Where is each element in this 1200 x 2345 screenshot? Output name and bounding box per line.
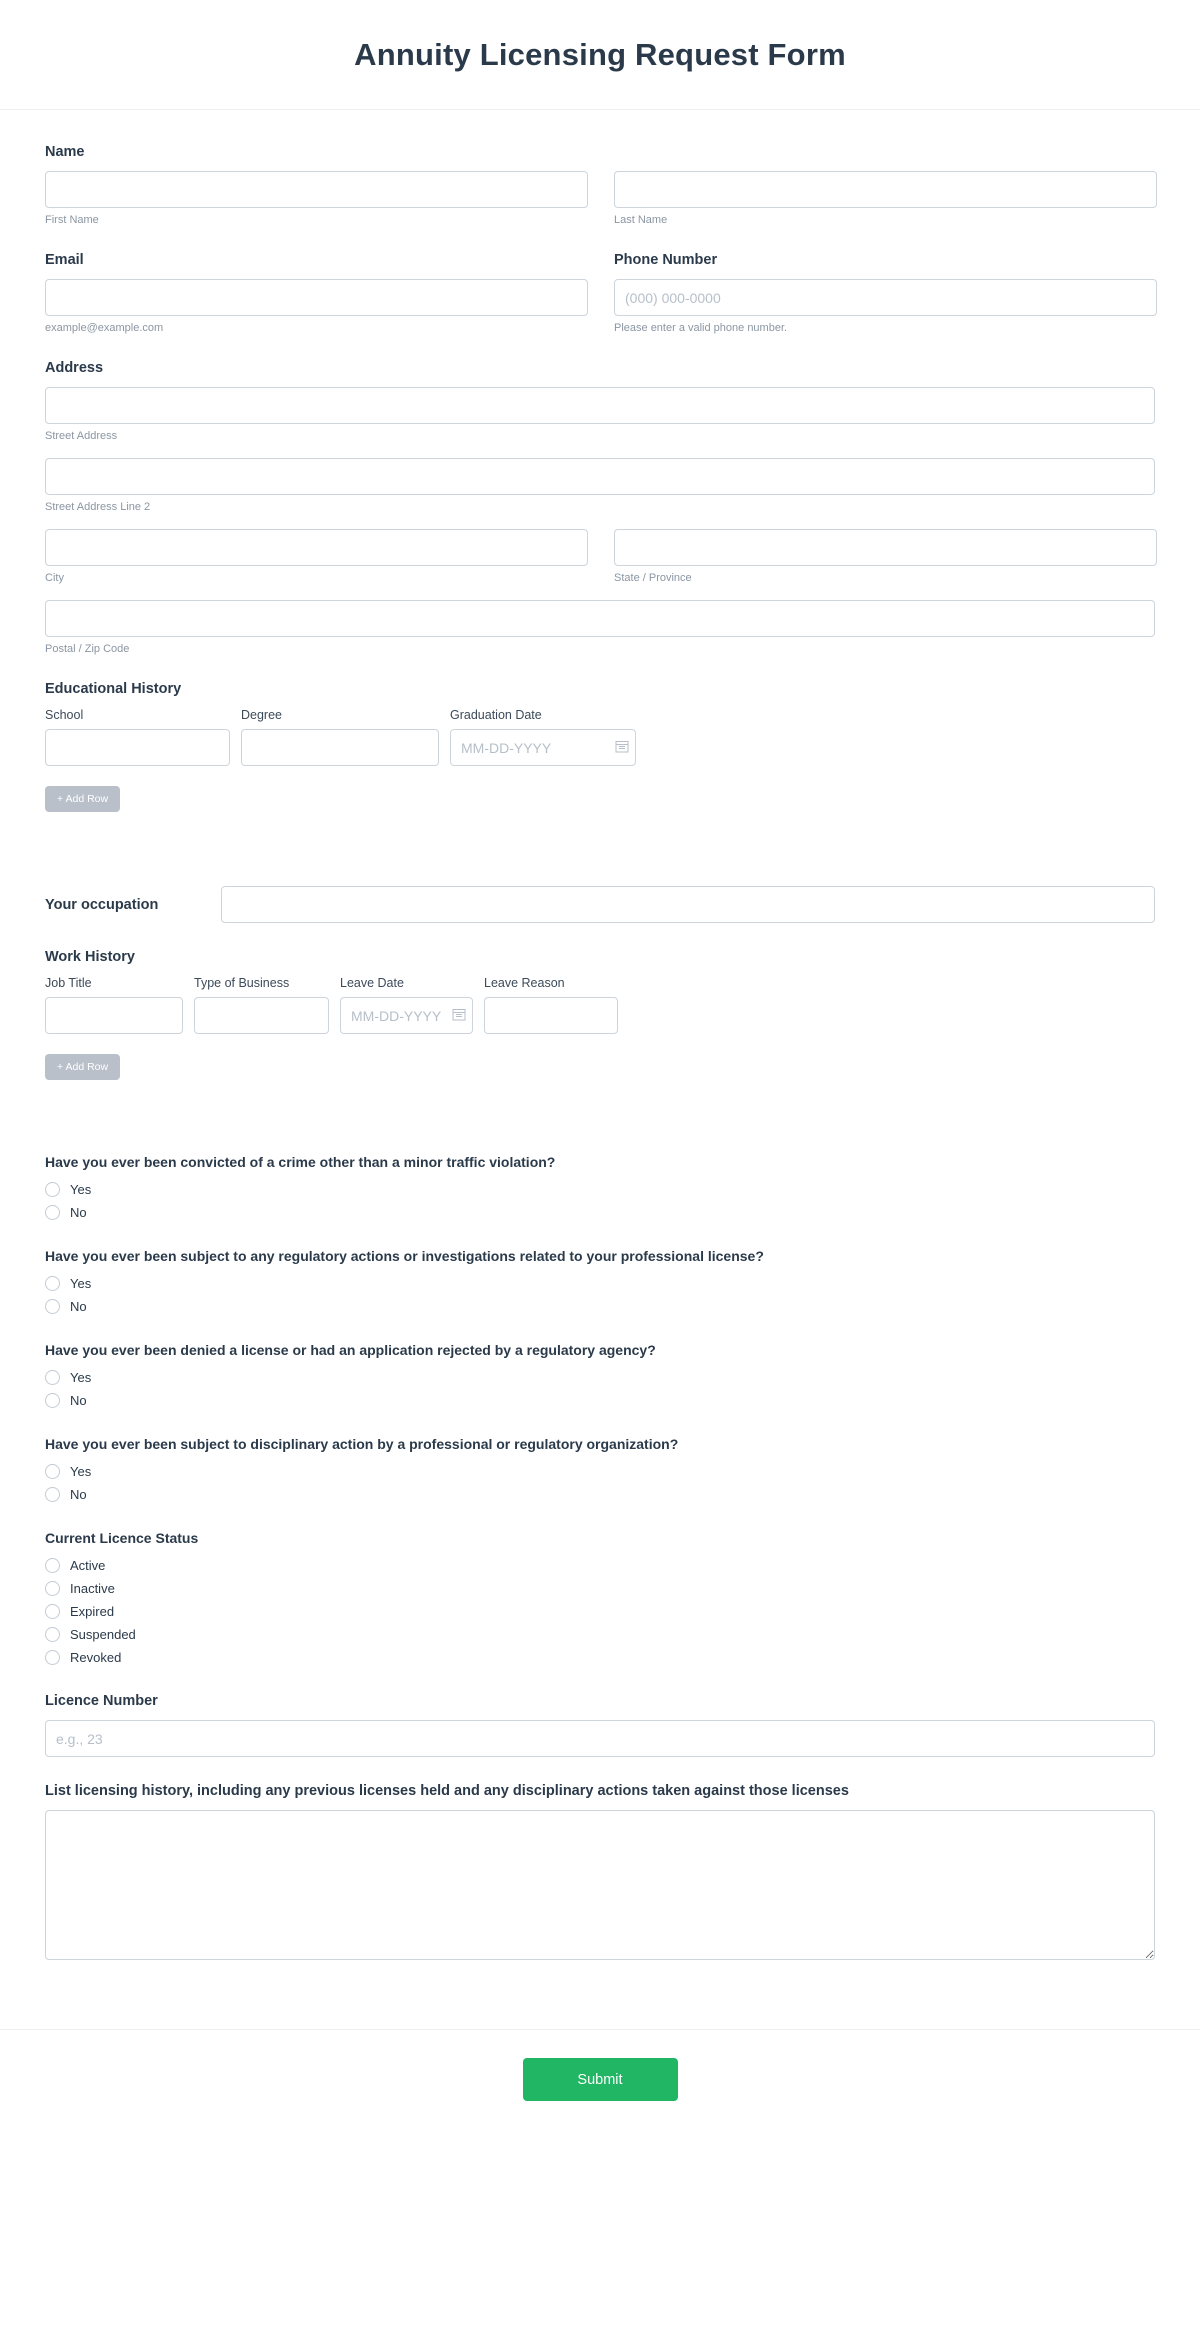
question-text: Have you ever been subject to any regulatory actions or investigations related to your professional license?	[45, 1248, 764, 1264]
state-province-input[interactable]	[614, 529, 1157, 566]
radio-label: No	[70, 1205, 87, 1220]
licence-number-input[interactable]	[45, 1720, 1155, 1757]
street-address-input[interactable]	[45, 387, 1155, 424]
street-wrap	[45, 387, 1155, 442]
radio-icon[interactable]	[45, 1276, 60, 1291]
question-text: Have you ever been convicted of a crime other than a minor traffic violation?	[45, 1154, 556, 1170]
education-graduation-date-input[interactable]	[450, 729, 636, 766]
submit-button[interactable]: Submit	[523, 2058, 678, 2101]
form-footer	[0, 2029, 1200, 2135]
last-name-sublabel: Last Name	[614, 214, 668, 226]
education-graduation-cell	[450, 708, 636, 766]
radio-icon[interactable]	[45, 1581, 60, 1596]
licence-number-group	[45, 1693, 1155, 1757]
radio-label: Suspended	[70, 1627, 136, 1642]
city-wrap	[45, 529, 588, 584]
licensing-history-group	[45, 1783, 1155, 1965]
radio-icon[interactable]	[45, 1464, 60, 1479]
last-name-input[interactable]	[614, 171, 1157, 208]
city-input[interactable]	[45, 529, 588, 566]
education-degree-input[interactable]	[241, 729, 439, 766]
radio-label: No	[70, 1487, 87, 1502]
name-field-group	[45, 144, 1155, 226]
radio-option-inactive[interactable]	[45, 1581, 1155, 1596]
radio-label: Yes	[70, 1276, 92, 1291]
state-province-sublabel: State / Province	[614, 572, 692, 584]
page-title: Annuity Licensing Request Form	[354, 36, 846, 72]
radio-icon[interactable]	[45, 1393, 60, 1408]
email-phone-group	[45, 252, 1155, 334]
education-history-label: Educational History	[45, 681, 182, 697]
address-label: Address	[45, 360, 104, 376]
form-body	[0, 110, 1200, 2001]
question-crime-conviction	[45, 1154, 1155, 1220]
current-licence-status-label: Current Licence Status	[45, 1530, 199, 1546]
education-degree-cell	[241, 708, 439, 766]
education-school-input[interactable]	[45, 729, 230, 766]
postal-wrap	[45, 600, 1155, 655]
education-graduation-header: Graduation Date	[450, 708, 542, 722]
radio-option-no[interactable]	[45, 1393, 1155, 1408]
radio-icon[interactable]	[45, 1558, 60, 1573]
question-regulatory-actions	[45, 1248, 1155, 1314]
state-wrap	[614, 529, 1157, 584]
work-leavedate-input[interactable]	[340, 997, 473, 1034]
work-add-row-button[interactable]: + Add Row	[45, 1054, 120, 1080]
postal-code-sublabel: Postal / Zip Code	[45, 643, 130, 655]
radio-icon[interactable]	[45, 1182, 60, 1197]
radio-label: Yes	[70, 1370, 92, 1385]
radio-label: Active	[70, 1558, 106, 1573]
radio-option-suspended[interactable]	[45, 1627, 1155, 1642]
work-business-header: Type of Business	[194, 976, 290, 990]
radio-label: Yes	[70, 1182, 92, 1197]
street-address-line2-input[interactable]	[45, 458, 1155, 495]
email-input[interactable]	[45, 279, 588, 316]
education-school-cell	[45, 708, 230, 766]
work-leavereason-header: Leave Reason	[484, 976, 565, 990]
last-name-wrap	[614, 171, 1157, 226]
work-leavedate-cell	[340, 976, 473, 1034]
street2-wrap	[45, 458, 1155, 513]
radio-option-yes[interactable]	[45, 1276, 1155, 1291]
radio-option-revoked[interactable]	[45, 1650, 1155, 1665]
work-history-group	[45, 949, 1155, 1080]
form-header	[0, 0, 1200, 110]
spacer	[45, 1106, 1155, 1154]
licensing-history-label: List licensing history, including any previous licenses held and any disciplinary actions taken against those licenses	[45, 1783, 849, 1799]
occupation-input[interactable]	[221, 886, 1155, 923]
question-license-denied	[45, 1342, 1155, 1408]
work-leavedate-header: Leave Date	[340, 976, 404, 990]
work-leavereason-cell	[484, 976, 618, 1034]
radio-option-yes[interactable]	[45, 1464, 1155, 1479]
work-business-input[interactable]	[194, 997, 329, 1034]
phone-sublabel: Please enter a valid phone number.	[614, 322, 788, 334]
occupation-label: Your occupation	[45, 896, 159, 913]
first-name-wrap	[45, 171, 588, 226]
street-address-sublabel: Street Address	[45, 430, 118, 442]
education-degree-header: Degree	[241, 708, 282, 722]
work-business-cell	[194, 976, 329, 1034]
licensing-history-textarea[interactable]	[45, 1810, 1155, 1960]
first-name-sublabel: First Name	[45, 214, 99, 226]
postal-code-input[interactable]	[45, 600, 1155, 637]
phone-wrap	[614, 252, 1157, 334]
radio-option-yes[interactable]	[45, 1182, 1155, 1197]
radio-icon[interactable]	[45, 1205, 60, 1220]
question-disciplinary-action	[45, 1436, 1155, 1502]
name-label: Name	[45, 144, 85, 160]
radio-option-no[interactable]	[45, 1205, 1155, 1220]
email-label: Email	[45, 252, 84, 268]
street-address-line2-sublabel: Street Address Line 2	[45, 501, 151, 513]
work-history-label: Work History	[45, 949, 135, 965]
radio-icon[interactable]	[45, 1299, 60, 1314]
radio-option-yes[interactable]	[45, 1370, 1155, 1385]
radio-icon[interactable]	[45, 1604, 60, 1619]
current-licence-status-group	[45, 1530, 1155, 1665]
phone-input[interactable]	[614, 279, 1157, 316]
work-jobtitle-cell	[45, 976, 183, 1034]
education-history-group	[45, 681, 1155, 812]
email-wrap	[45, 252, 588, 334]
radio-icon[interactable]	[45, 1627, 60, 1642]
address-field-group	[45, 360, 1155, 655]
occupation-group	[45, 886, 1155, 923]
radio-label: Yes	[70, 1464, 92, 1479]
work-leavereason-input[interactable]	[484, 997, 618, 1034]
radio-option-expired[interactable]	[45, 1604, 1155, 1619]
radio-icon[interactable]	[45, 1370, 60, 1385]
spacer	[45, 838, 1155, 886]
radio-icon[interactable]	[45, 1487, 60, 1502]
work-jobtitle-input[interactable]	[45, 997, 183, 1034]
question-text: Have you ever been subject to disciplinary action by a professional or regulatory organization?	[45, 1436, 679, 1452]
question-text: Have you ever been denied a license or had an application rejected by a regulatory agency?	[45, 1342, 656, 1358]
radio-label: No	[70, 1393, 87, 1408]
education-add-row-button[interactable]: + Add Row	[45, 786, 120, 812]
radio-label: Expired	[70, 1604, 115, 1619]
radio-option-no[interactable]	[45, 1487, 1155, 1502]
education-school-header: School	[45, 708, 84, 722]
city-sublabel: City	[45, 572, 64, 584]
radio-label: Revoked	[70, 1650, 122, 1665]
radio-label: Inactive	[70, 1581, 115, 1596]
radio-option-active[interactable]	[45, 1558, 1155, 1573]
radio-icon[interactable]	[45, 1650, 60, 1665]
first-name-input[interactable]	[45, 171, 588, 208]
phone-label: Phone Number	[614, 252, 718, 268]
email-sublabel: example@example.com	[45, 322, 164, 334]
radio-option-no[interactable]	[45, 1299, 1155, 1314]
radio-label: No	[70, 1299, 87, 1314]
work-jobtitle-header: Job Title	[45, 976, 92, 990]
licence-number-label: Licence Number	[45, 1693, 158, 1709]
